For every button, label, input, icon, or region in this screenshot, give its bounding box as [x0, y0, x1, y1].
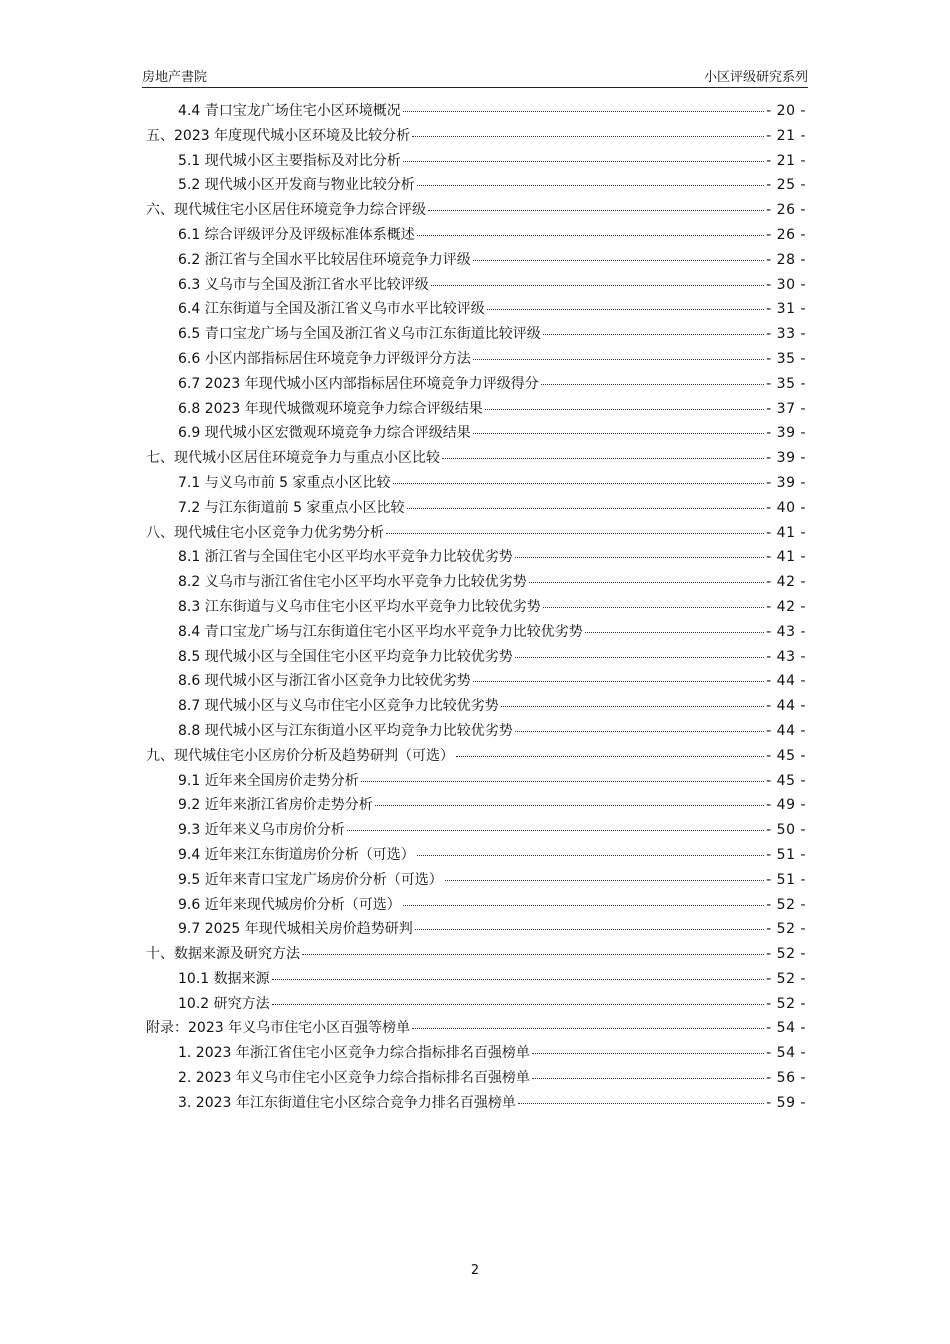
dot-leader [393, 483, 765, 484]
toc-entry-title: 5.2 现代城小区开发商与物业比较分析 [178, 177, 415, 194]
toc-entry-page: - 30 - [766, 276, 806, 293]
toc-entry-title: 6.8 2023 年现代城微观环境竞争力综合评级结果 [178, 400, 483, 417]
toc-entry-page: - 45 - [766, 772, 806, 789]
dot-leader [428, 210, 764, 211]
toc-entry[interactable] [146, 521, 806, 546]
dot-leader [417, 185, 764, 186]
dot-leader [515, 557, 764, 558]
header-right-text: 小区评级研究系列 [703, 70, 808, 85]
toc-entry[interactable] [146, 1041, 806, 1066]
toc-entry-title: 10.2 研究方法 [178, 995, 270, 1012]
toc-entry-page: - 31 - [766, 301, 806, 318]
toc-entry-page: - 39 - [766, 450, 806, 467]
dot-leader [302, 954, 764, 955]
dot-leader [403, 161, 764, 162]
toc-entry-title: 附录：2023 年义乌市住宅小区百强等榜单 [146, 1020, 411, 1037]
toc-entry-title: 六、现代城住宅小区居住环境竞争力综合评级 [146, 202, 426, 219]
toc-entry[interactable] [146, 273, 806, 298]
toc-entry[interactable] [146, 818, 806, 843]
toc-entry[interactable] [146, 793, 806, 818]
toc-entry-title: 八、现代城住宅小区竞争力优劣势分析 [146, 524, 384, 541]
toc-entry-page: - 52 - [766, 995, 806, 1012]
toc-entry-title: 九、现代城住宅小区房价分析及趋势研判（可选） [146, 747, 454, 764]
toc-entry-page: - 52 - [766, 921, 806, 938]
toc-entry[interactable] [146, 942, 806, 967]
toc-entry-page: - 25 - [766, 177, 806, 194]
dot-leader [407, 508, 765, 509]
dot-leader [487, 309, 764, 310]
toc-entry-title: 1. 2023 年浙江省住宅小区竞争力综合指标排名百强榜单 [178, 1045, 530, 1062]
toc-entry[interactable] [146, 99, 806, 124]
toc-entry-title: 9.2 近年来浙江省房价走势分析 [178, 797, 373, 814]
toc-entry-title: 6.4 江东街道与全国及浙江省义乌市水平比较评级 [178, 301, 485, 318]
dot-leader [585, 632, 764, 633]
toc-entry[interactable] [146, 545, 806, 570]
toc-entry[interactable] [146, 719, 806, 744]
toc-entry[interactable] [146, 992, 806, 1017]
toc-entry-page: - 40 - [766, 499, 806, 516]
dot-leader [361, 781, 764, 782]
toc-entry-title: 2. 2023 年义乌市住宅小区竞争力综合指标排名百强榜单 [178, 1070, 530, 1087]
toc-entry-page: - 39 - [766, 425, 806, 442]
toc-entry[interactable] [146, 446, 806, 471]
toc-entry-title: 8.6 现代城小区与浙江省小区竞争力比较优劣势 [178, 673, 471, 690]
dot-leader [417, 855, 764, 856]
toc-entry-title: 6.5 青口宝龙广场与全国及浙江省义乌市江东街道比较评级 [178, 326, 541, 343]
toc-entry-page: - 42 - [766, 598, 806, 615]
toc-entry-title: 9.1 近年来全国房价走势分析 [178, 772, 359, 789]
dot-leader [347, 830, 764, 831]
toc-entry-page: - 26 - [766, 202, 806, 219]
toc-entry-page: - 56 - [766, 1070, 806, 1087]
toc-entry-title: 6.7 2023 年现代城小区内部指标居住环境竞争力评级得分 [178, 375, 539, 392]
toc-entry[interactable] [146, 843, 806, 868]
toc-entry[interactable] [146, 397, 806, 422]
dot-leader [375, 805, 764, 806]
toc-entry-page: - 35 - [766, 350, 806, 367]
toc-entry-page: - 43 - [766, 623, 806, 640]
toc-entry[interactable] [146, 471, 806, 496]
toc-entry[interactable] [146, 645, 806, 670]
page-header [142, 64, 808, 88]
toc-entry-title: 8.1 浙江省与全国住宅小区平均水平竞争力比较优劣势 [178, 549, 513, 566]
dot-leader [515, 657, 764, 658]
dot-leader [532, 1078, 764, 1079]
toc-entry-page: - 44 - [766, 673, 806, 690]
toc-entry[interactable] [146, 124, 806, 149]
dot-leader [456, 756, 764, 757]
dot-leader [473, 260, 764, 261]
toc-entry-page: - 35 - [766, 375, 806, 392]
toc-entry-title: 8.7 现代城小区与义乌市住宅小区竞争力比较优劣势 [178, 698, 499, 715]
dot-leader [532, 1053, 764, 1054]
dot-leader [272, 1004, 765, 1005]
toc-entry[interactable] [146, 347, 806, 372]
toc-entry-page: - 45 - [766, 747, 806, 764]
toc-entry[interactable] [146, 173, 806, 198]
dot-leader [415, 929, 764, 930]
toc-entry-page: - 41 - [766, 549, 806, 566]
toc-entry-page: - 26 - [766, 226, 806, 243]
toc-entry-title: 五、2023 年度现代城小区环境及比较分析 [146, 127, 411, 144]
toc-entry[interactable] [146, 1091, 806, 1116]
toc-entry-title: 8.4 青口宝龙广场与江东街道住宅小区平均水平竞争力比较优劣势 [178, 623, 583, 640]
toc-entry-title: 8.5 现代城小区与全国住宅小区平均竞争力比较优劣势 [178, 648, 513, 665]
toc-entry[interactable] [146, 967, 806, 992]
toc-entry-page: - 52 - [766, 896, 806, 913]
toc-entry-title: 6.2 浙江省与全国水平比较居住环境竞争力评级 [178, 251, 471, 268]
dot-leader [515, 731, 764, 732]
toc-entry-title: 6.9 现代城小区宏微观环境竞争力综合评级结果 [178, 425, 471, 442]
toc-entry-title: 7.2 与江东街道前 5 家重点小区比较 [178, 499, 405, 516]
toc-entry-title: 5.1 现代城小区主要指标及对比分析 [178, 152, 401, 169]
toc-entry-title: 8.8 现代城小区与江东街道小区平均竞争力比较优劣势 [178, 722, 513, 739]
toc-entry[interactable] [146, 322, 806, 347]
toc-entry[interactable] [146, 496, 806, 521]
dot-leader [541, 384, 764, 385]
toc-entry-page: - 42 - [766, 574, 806, 591]
toc-entry-page: - 37 - [766, 400, 806, 417]
toc-entry-page: - 43 - [766, 648, 806, 665]
toc-entry-page: - 54 - [766, 1020, 806, 1037]
dot-leader [272, 979, 765, 980]
toc-entry-page: - 20 - [766, 103, 806, 119]
toc-entry-page: - 44 - [766, 698, 806, 715]
toc-entry-page: - 54 - [766, 1045, 806, 1062]
toc-entry-title: 8.2 义乌市与浙江省住宅小区平均水平竞争力比较优劣势 [178, 574, 527, 591]
toc-entry-title: 10.1 数据来源 [178, 970, 270, 987]
toc-entry[interactable] [146, 223, 806, 248]
dot-leader [412, 136, 764, 137]
toc-entry-title: 8.3 江东街道与义乌市住宅小区平均水平竞争力比较优劣势 [178, 598, 541, 615]
dot-leader [501, 706, 764, 707]
toc-entry[interactable] [146, 372, 806, 397]
toc-entry-page: - 51 - [766, 846, 806, 863]
toc-entry-title: 9.7 2025 年现代城相关房价趋势研判 [178, 921, 413, 938]
header-left-text: 房地产書院 [142, 70, 208, 85]
toc-entry[interactable] [146, 570, 806, 595]
toc-entry[interactable] [146, 595, 806, 620]
dot-leader [412, 1028, 764, 1029]
dot-leader [386, 533, 764, 534]
toc-entry[interactable] [146, 297, 806, 322]
toc-entry-title: 6.3 义乌市与全国及浙江省水平比较评级 [178, 276, 429, 293]
dot-leader [518, 1103, 764, 1104]
toc-entry[interactable] [146, 917, 806, 942]
toc-entry-page: - 59 - [766, 1094, 806, 1111]
toc-entry-title: 七、现代城小区居住环境竞争力与重点小区比较 [146, 450, 440, 467]
dot-leader [543, 334, 764, 335]
dot-leader [543, 607, 764, 608]
toc-entry-page: - 44 - [766, 722, 806, 739]
toc-entry[interactable] [146, 620, 806, 645]
toc-entry-title: 7.1 与义乌市前 5 家重点小区比较 [178, 474, 391, 491]
toc-entry[interactable] [146, 744, 806, 769]
toc-entry-title: 6.6 小区内部指标居住环境竞争力评级评分方法 [178, 350, 471, 367]
toc-entry[interactable] [146, 198, 806, 223]
toc-entry-title: 6.1 综合评级评分及评级标准体系概述 [178, 226, 415, 243]
dot-leader [485, 409, 764, 410]
toc-entry-page: - 33 - [766, 326, 806, 343]
toc-entry-title: 9.5 近年来青口宝龙广场房价分析（可选） [178, 871, 443, 888]
dot-leader [403, 111, 764, 112]
toc-entry-title: 9.6 近年来现代城房价分析（可选） [178, 896, 401, 913]
toc-entry[interactable] [146, 149, 806, 174]
dot-leader [442, 458, 764, 459]
toc-entry-title: 9.3 近年来义乌市房价分析 [178, 822, 345, 839]
toc-entry-page: - 21 - [766, 127, 806, 144]
toc-entry[interactable] [146, 694, 806, 719]
toc-entry-title: 十、数据来源及研究方法 [146, 946, 300, 963]
dot-leader [473, 359, 764, 360]
dot-leader [403, 905, 764, 906]
toc-entry-page: - 21 - [766, 152, 806, 169]
toc-entry[interactable] [146, 893, 806, 918]
toc-entry-title: 9.4 近年来江东街道房价分析（可选） [178, 846, 415, 863]
toc-entry-page: - 52 - [766, 946, 806, 963]
dot-leader [431, 285, 764, 286]
toc-entry[interactable] [146, 1066, 806, 1091]
page-number: 2 [470, 1263, 480, 1278]
toc-entry[interactable] [146, 421, 806, 446]
toc-entry[interactable] [146, 669, 806, 694]
table-of-contents [146, 99, 806, 1116]
toc-entry[interactable] [146, 248, 806, 273]
toc-entry-page: - 28 - [766, 251, 806, 268]
toc-entry[interactable] [146, 769, 806, 794]
toc-entry[interactable] [146, 868, 806, 893]
dot-leader [417, 235, 764, 236]
toc-entry-title: 4.4 青口宝龙广场住宅小区环境概况 [178, 103, 401, 119]
toc-entry-title: 3. 2023 年江东街道住宅小区综合竞争力排名百强榜单 [178, 1094, 516, 1111]
dot-leader [529, 582, 764, 583]
toc-entry-page: - 50 - [766, 822, 806, 839]
toc-entry[interactable] [146, 1016, 806, 1041]
toc-entry-page: - 51 - [766, 871, 806, 888]
dot-leader [445, 880, 764, 881]
toc-entry-page: - 49 - [766, 797, 806, 814]
toc-entry-page: - 52 - [766, 970, 806, 987]
dot-leader [473, 681, 764, 682]
toc-entry-page: - 39 - [766, 474, 806, 491]
dot-leader [473, 433, 764, 434]
toc-entry-page: - 41 - [766, 524, 806, 541]
